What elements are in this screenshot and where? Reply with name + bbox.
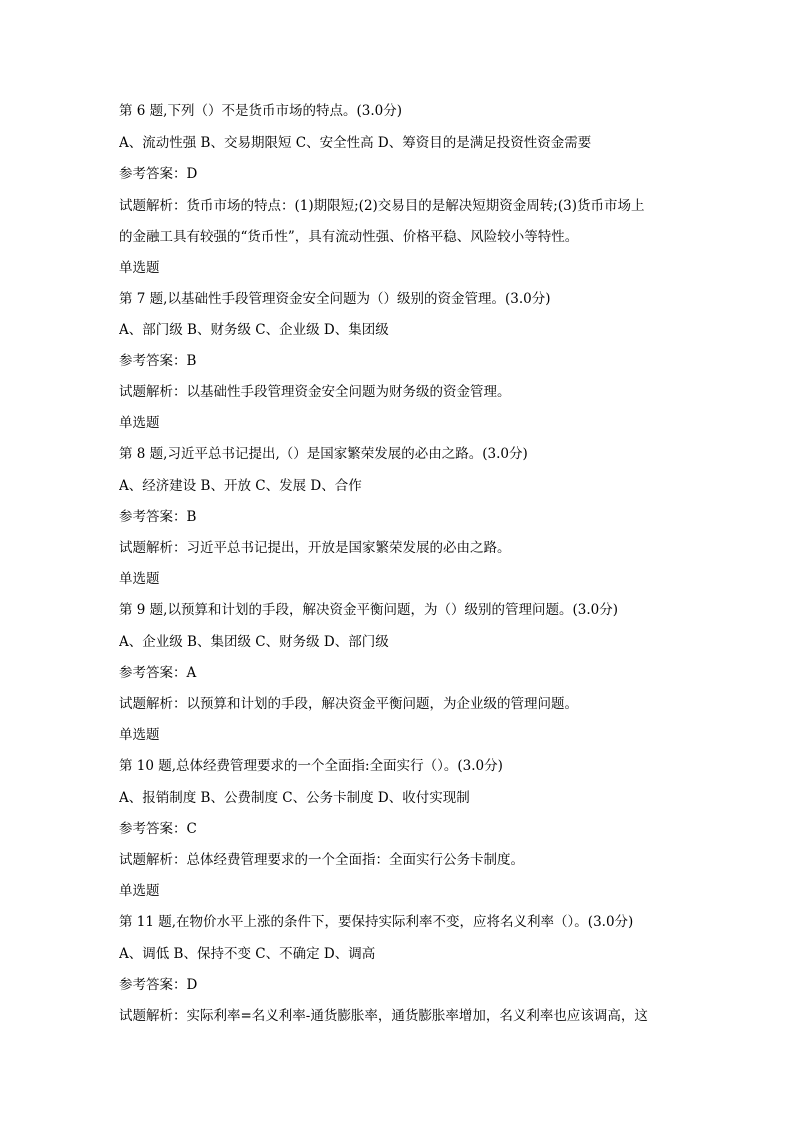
question-type-label: 单选题 [119, 883, 160, 899]
question-10-explanation: 试题解析：总体经费管理要求的一个全面指：全面实行公务卡制度。 [119, 852, 524, 868]
question-9-answer: 参考答案：A [119, 665, 197, 681]
question-6-title: 第 6 题,下列（）不是货币市场的特点。(3.0分) [119, 103, 402, 119]
question-7-options: A、部门级 B、财务级 C、企业级 D、集团级 [119, 322, 389, 338]
question-6-answer: 参考答案：D [119, 166, 198, 182]
question-7-answer: 参考答案：B [119, 353, 197, 369]
question-type-label: 单选题 [119, 727, 160, 743]
question-10-options: A、报销制度 B、公费制度 C、公务卡制度 D、收付实现制 [119, 790, 470, 806]
question-8-answer: 参考答案：B [119, 509, 197, 525]
question-8-options: A、经济建设 B、开放 C、发展 D、合作 [119, 478, 362, 494]
question-6-explanation-line-1: 试题解析：货币市场的特点：(1)期限短;(2)交易目的是解决短期资金周转;(3)货币市场上 [119, 198, 645, 214]
question-7-title: 第 7 题,以基础性手段管理资金安全问题为（）级别的资金管理。(3.0分) [119, 291, 551, 307]
question-10-answer: 参考答案：C [119, 821, 197, 837]
question-7-explanation: 试题解析：以基础性手段管理资金安全问题为财务级的资金管理。 [119, 384, 511, 400]
question-11-answer: 参考答案：D [119, 977, 198, 993]
question-type-label: 单选题 [119, 571, 160, 587]
question-9-options: A、企业级 B、集团级 C、财务级 D、部门级 [119, 634, 389, 650]
question-11-title: 第 11 题,在物价水平上涨的条件下，要保持实际利率不变，应将名义利率（）。(3.0分) [119, 914, 634, 930]
question-6-explanation-line-2: 的金融工具有较强的“货币性”，具有流动性强、价格平稳、风险较小等特性。 [119, 229, 579, 245]
question-10-title: 第 10 题,总体经费管理要求的一个全面指:全面实行（）。(3.0分) [119, 758, 503, 774]
question-9-title: 第 9 题,以预算和计划的手段，解决资金平衡问题，为（）级别的管理问题。(3.0分) [119, 602, 618, 618]
question-11-options: A、调低 B、保持不变 C、不确定 D、调高 [119, 946, 376, 962]
question-8-explanation: 试题解析：习近平总书记提出，开放是国家繁荣发展的必由之路。 [119, 540, 511, 556]
question-8-title: 第 8 题,习近平总书记提出,（）是国家繁荣发展的必由之路。(3.0分) [119, 446, 528, 462]
question-type-label: 单选题 [119, 415, 160, 431]
question-type-label: 单选题 [119, 260, 160, 276]
question-11-explanation-line-1: 试题解析：实际利率=名义利率-通货膨胀率，通货膨胀率增加，名义利率也应该调高，这 [119, 1008, 648, 1024]
question-9-explanation: 试题解析：以预算和计划的手段，解决资金平衡问题，为企业级的管理问题。 [119, 696, 578, 712]
question-6-options: A、流动性强 B、交易期限短 C、安全性高 D、筹资目的是满足投资性资金需要 [119, 135, 592, 151]
